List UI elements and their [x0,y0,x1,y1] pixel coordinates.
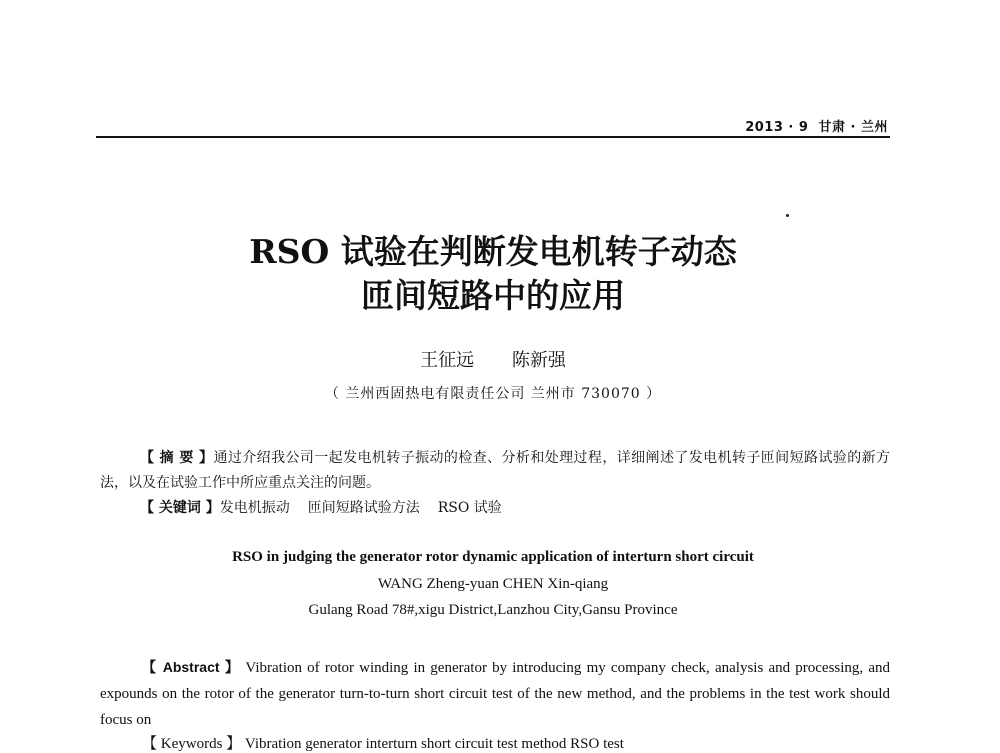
keywords-cn-label: 【 关键词 】 [140,500,220,516]
keyword: RSO 试验 [437,500,502,516]
header-location: 甘肃 · 兰州 [818,120,888,135]
keyword: 发电机振动 [219,500,290,516]
abstract-en-text: Vibration of rotor winding in generator by introducing my company check, analysis and processing, and expounds on the rotor of the generator turn-to-turn short circuit test of the new method, and the problems in the test work should focus on [100,660,890,728]
abstract-en-label: 【 Abstract 】 [142,659,241,675]
authors [96,346,890,372]
english-affiliation: Gulang Road 78#,xigu District,Lanzhou City,Gansu Province [308,602,678,618]
abstract-cn-label: 【 摘 要 】 [140,450,214,466]
abstract-chinese [100,446,890,496]
header-issue: 2013 · 9 [745,120,809,135]
keywords-chinese [140,497,520,517]
abstract-cn-text: 通过介绍我公司一起发电机转子振动的检查、分析和处理过程，详细阐述了发电机转子匝间短路试验的新方法，以及在试验工作中所应重点关注的问题。 [100,450,891,491]
keywords-english-partial: 【 Keywords 】 Vibration generator interturn short circuit test method RSO test [142,736,624,752]
english-authors: WANG Zheng-yuan CHEN Xin-qiang [377,576,609,592]
english-title: RSO in judging the generator rotor dynamic application of interturn short circuit [232,549,754,565]
header-issue-location [745,116,888,135]
title-line-1: RSO 试验在判断发电机转子动态 [249,232,737,271]
affiliation: （ 兰州西固热电有限责任公司 兰州市 730070 ） [324,386,662,402]
keyword: 匝间短路试验方法 [307,500,420,516]
header-rule [96,136,890,138]
title-line-2: 匝间短路中的应用 [361,276,625,315]
running-header [96,112,890,136]
abstract-english [100,654,890,733]
author-2: 陈新强 [511,350,566,371]
scan-speck [786,214,789,217]
author-1: 王征远 [420,350,475,371]
